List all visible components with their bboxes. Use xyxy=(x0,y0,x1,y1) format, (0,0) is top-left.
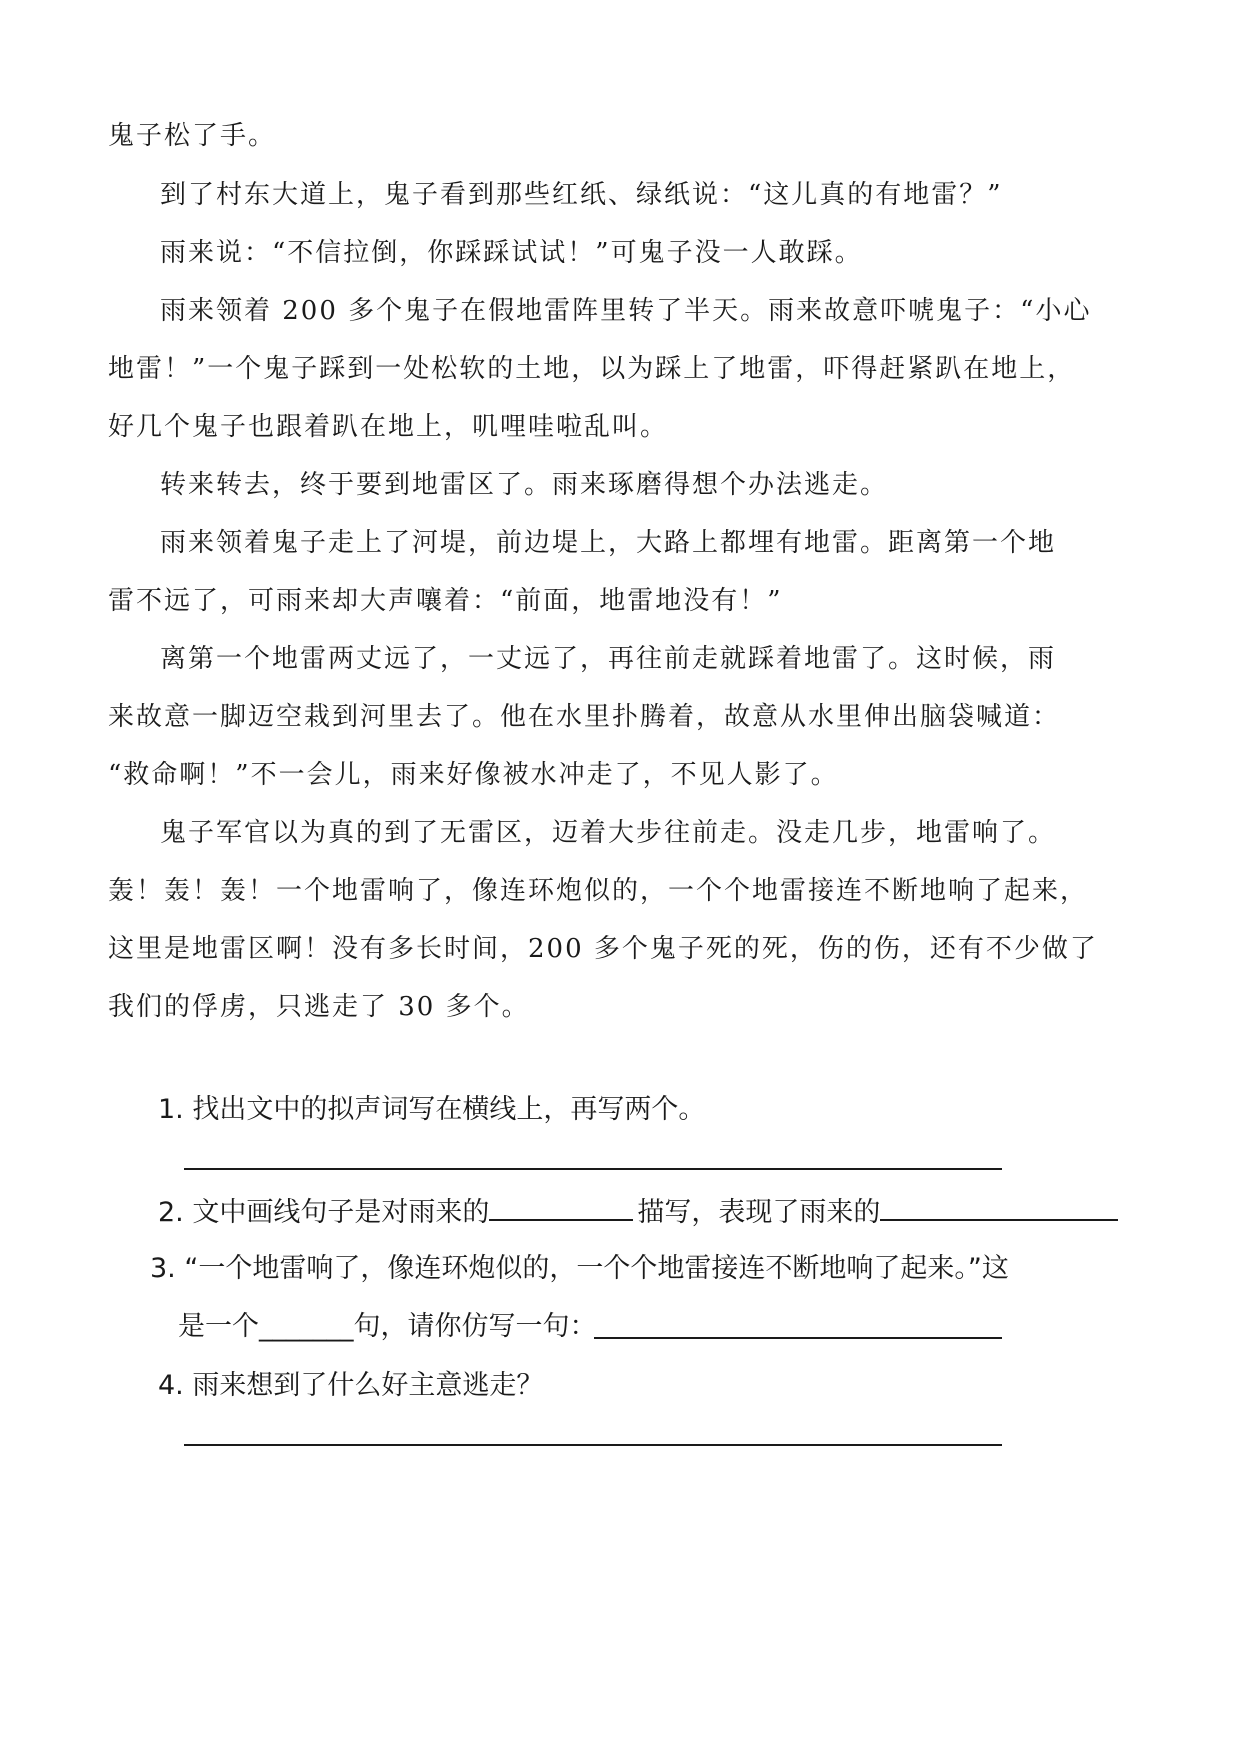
passage-line-5: 地雷！”一个鬼子踩到一处松软的土地，以为踩上了地雷，吓得赶紧趴在地上， xyxy=(108,354,1076,384)
passage-line-2: 到了村东大道上，鬼子看到那些红纸、绿纸说：“这儿真的有地雷？” xyxy=(160,180,1003,210)
passage-line-4: 雨来领着 200 多个鬼子在假地雷阵里转了半天。雨来故意吓唬鬼子：“小心 xyxy=(160,296,1092,326)
passage-line-13: 鬼子军官以为真的到了无雷区，迈着大步往前走。没走几步，地雷响了。 xyxy=(160,818,1057,848)
question-1: 1. 找出文中的拟声词写在横线上，再写两个。 xyxy=(158,1094,706,1125)
question-4: 4. 雨来想到了什么好主意逃走？ xyxy=(158,1370,544,1401)
answer-line-q1[interactable] xyxy=(184,1168,1002,1170)
passage-line-10: 离第一个地雷两丈远了，一丈远了，再往前走就踩着地雷了。这时候，雨 xyxy=(160,644,1057,674)
passage-line-15: 这里是地雷区啊！没有多长时间，200 多个鬼子死的死，伤的伤，还有不少做了 xyxy=(108,934,1098,964)
passage-line-7: 转来转去，终于要到地雷区了。雨来琢磨得想个办法逃走。 xyxy=(160,470,889,500)
question-2 xyxy=(158,1193,1118,1231)
passage-line-1: 鬼子松了手。 xyxy=(108,121,277,151)
question-2-part-2: 描写，表现了雨来的 xyxy=(637,1197,881,1228)
answer-blank-q2-b[interactable] xyxy=(880,1193,1118,1221)
question-2-part-1: 2. 文中画线句子是对雨来的 xyxy=(158,1197,490,1228)
question-3-line-1: 3. “一个地雷响了，像连环炮似的，一个个地雷接连不断地响了起来。”这 xyxy=(150,1253,1009,1284)
answer-line-q3[interactable] xyxy=(594,1337,1002,1339)
question-3-line-2: 是一个_______句，请你仿写一句： xyxy=(178,1311,597,1342)
passage-line-14: 轰！轰！轰！一个地雷响了，像连环炮似的，一个个地雷接连不断地响了起来， xyxy=(108,876,1089,906)
answer-blank-q2-a[interactable] xyxy=(489,1193,633,1221)
passage-line-16: 我们的俘虏，只逃走了 30 多个。 xyxy=(108,992,530,1022)
passage-line-3: 雨来说：“不信拉倒，你踩踩试试！”可鬼子没一人敢踩。 xyxy=(160,238,863,268)
passage-line-12: “救命啊！”不一会儿，雨来好像被水冲走了，不见人影了。 xyxy=(108,760,839,790)
answer-line-q4[interactable] xyxy=(184,1444,1002,1446)
passage-line-8: 雨来领着鬼子走上了河堤，前边堤上，大路上都埋有地雷。距离第一个地 xyxy=(160,528,1057,558)
passage-line-9: 雷不远了，可雨来却大声嚷着：“前面，地雷地没有！” xyxy=(108,586,783,616)
passage-line-6: 好几个鬼子也跟着趴在地上，叽哩哇啦乱叫。 xyxy=(108,412,669,442)
passage-line-11: 来故意一脚迈空栽到河里去了。他在水里扑腾着，故意从水里伸出脑袋喊道： xyxy=(108,702,1061,732)
